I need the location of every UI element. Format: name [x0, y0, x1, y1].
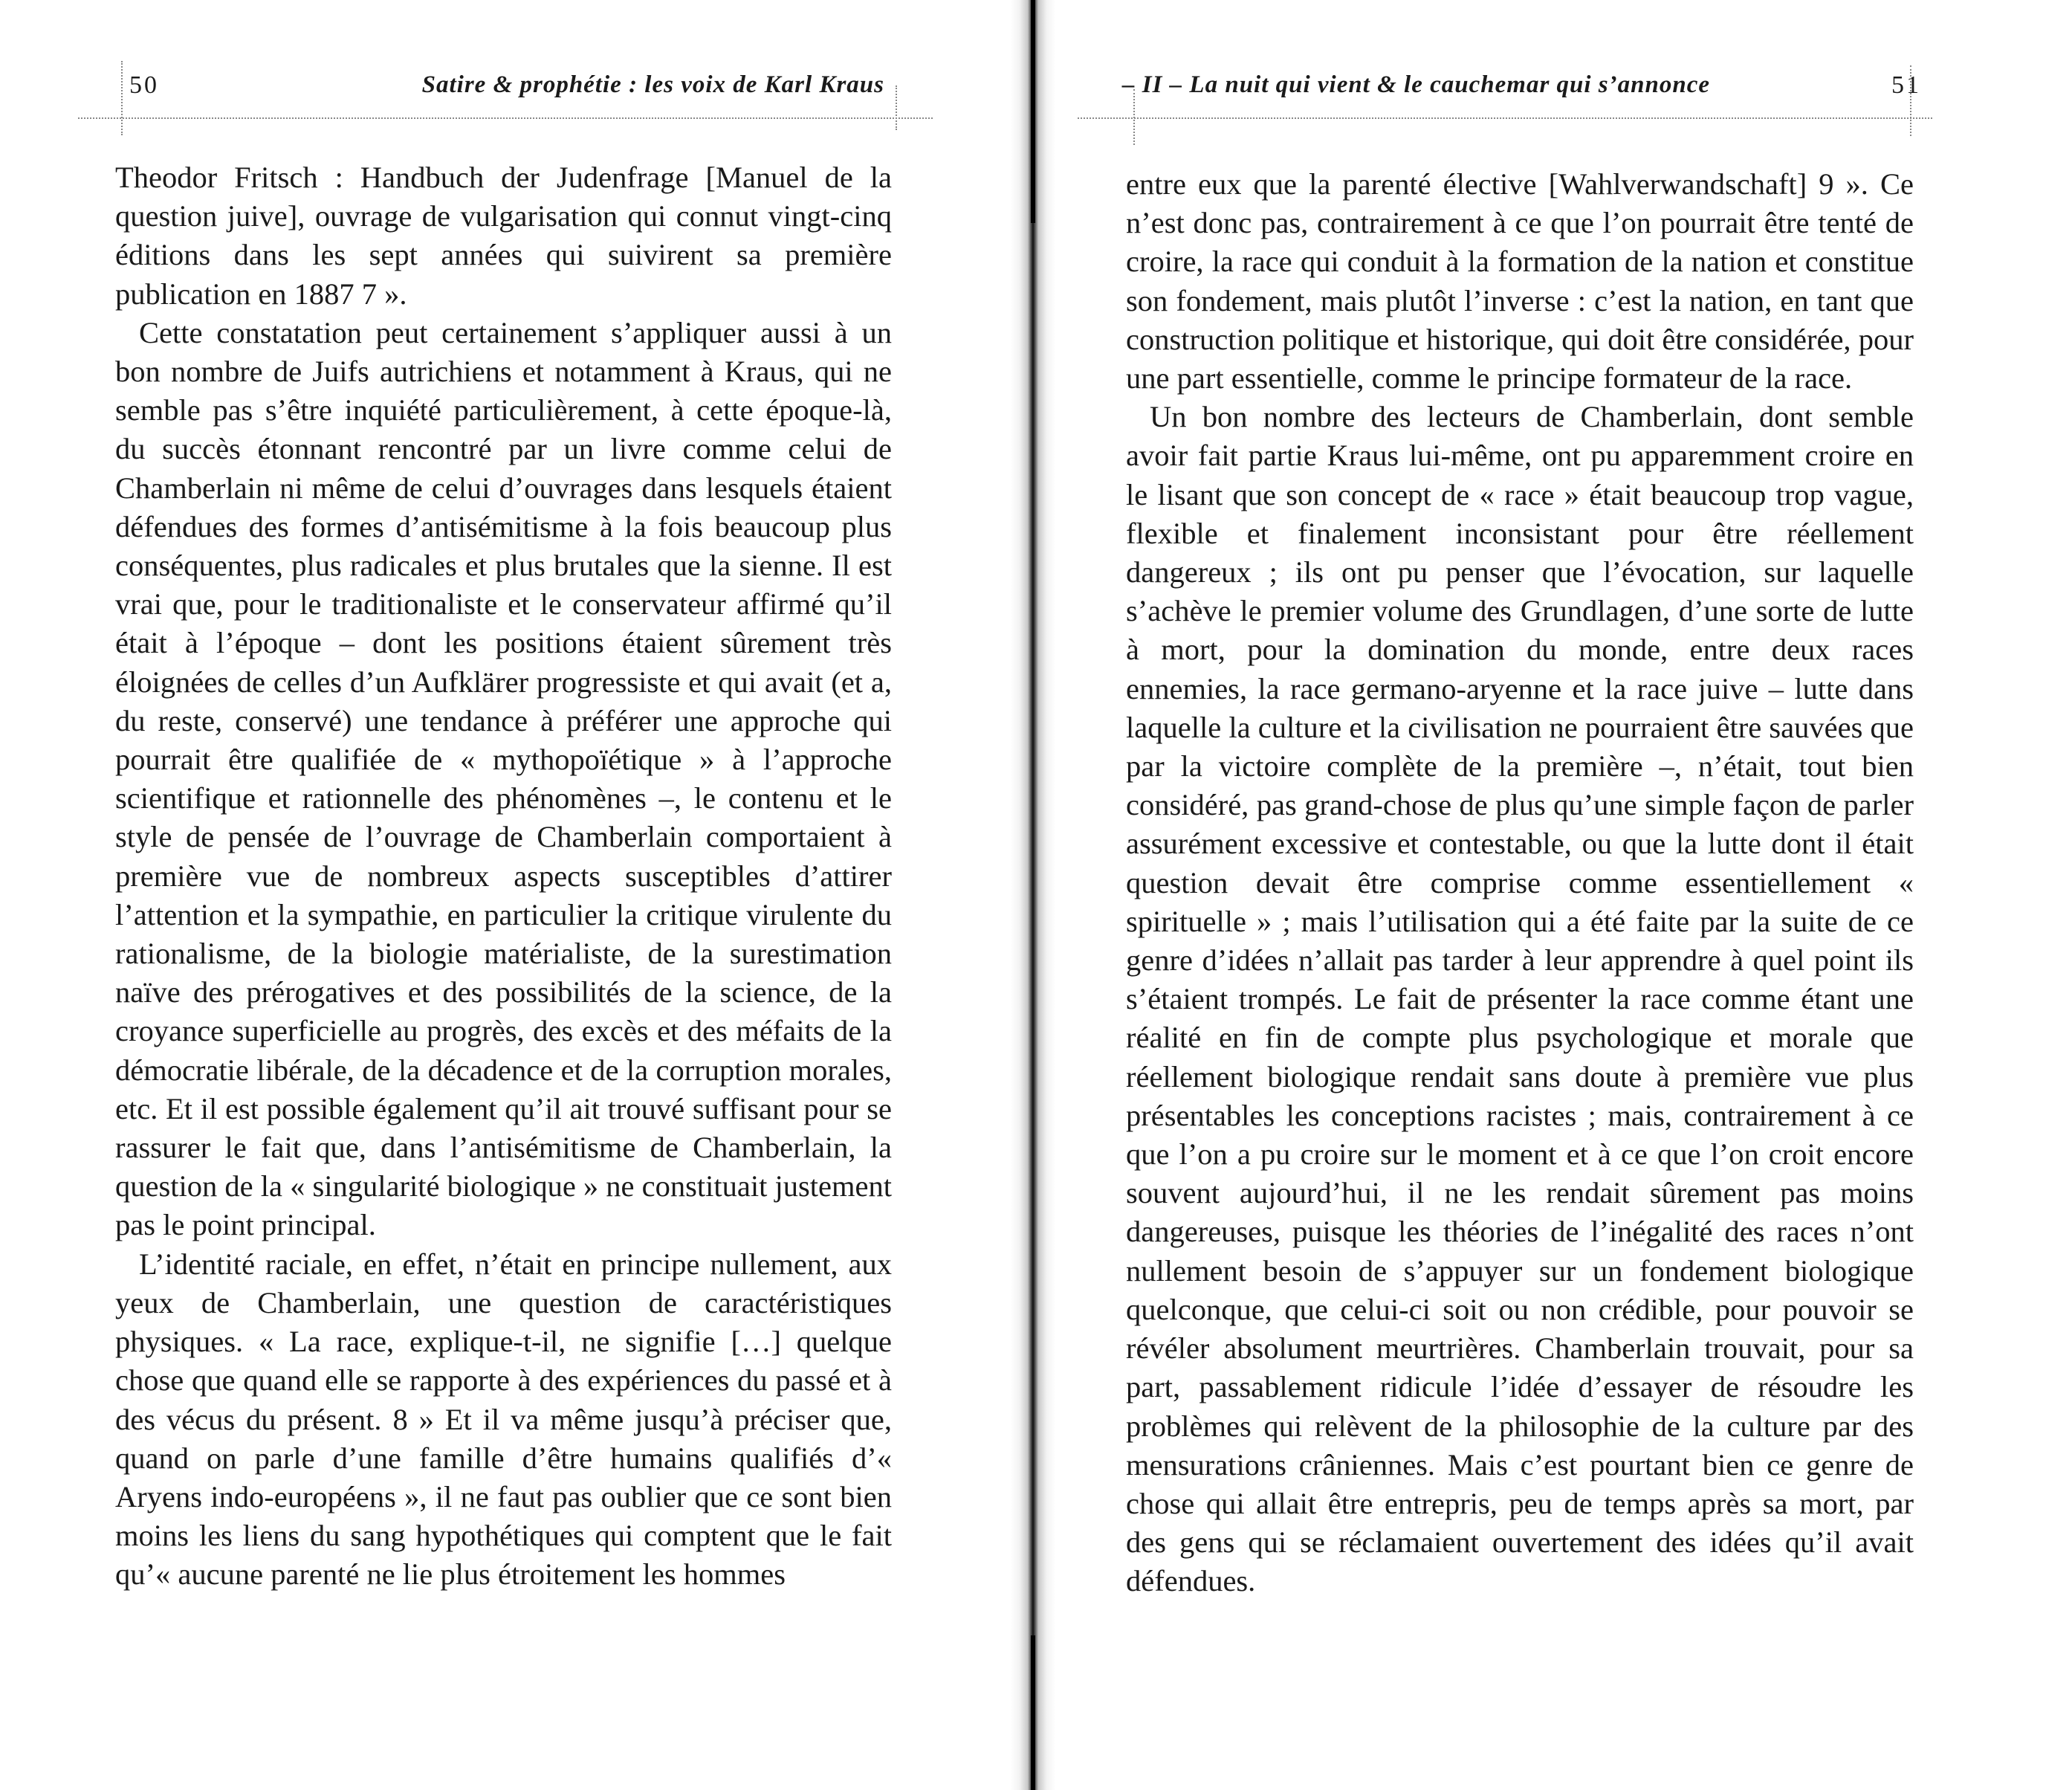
- right-body-text: [1126, 165, 1914, 1601]
- gutter-shadow: [1031, 1635, 1035, 1790]
- right-running-title: – II – La nuit qui vient & le cauchemar qui s’annonce: [1122, 71, 1710, 98]
- left-running-title: Satire & prophétie : les voix de Karl Kraus: [421, 71, 884, 98]
- right-header-rule: [1078, 117, 1932, 119]
- paragraph: Cette constatation peut certainement s’appliquer aussi à un bon nombre de Juifs autrichiens et notamment à Kraus, qui ne semble pas s’être inquiété particulièrement, à cette époque-là, du succès étonnant rencontré par un livre comme celui de Chamberlain ni même de celui d’ouvrages dans lesquels étaient défendues des formes d’antisémitisme à la fois beaucoup plus conséquentes, plus radicales et plus brutales que la sienne. Il est vrai que, pour le traditionaliste et le conservateur affirmé qu’il était à l’époque – dont les positions étaient sûrement très éloignées de celles d’un Aufklärer progressiste et qui avait (et a, du reste, conservé) une tendance à préférer une approche qui pourrait être qualifiée de « mythopoïétique » à l’approche scientifique et rationnelle des phénomènes –, le contenu et le style de pensée de l’ouvrage de Chamberlain comportaient à première vue de nombreux aspects susceptibles d’attirer l’attention et la sympathie, en particulier la critique virulente du rationalisme, de la biologie matérialiste, de la surestimation naïve des prérogatives et des possibilités de la science, de la croyance superficielle au progrès, des excès et des méfaits de la démocratie libérale, de la décadence et de la corruption morales, etc. Et il est possible également qu’il ait trouvé suffisant pour se rassurer le fait que, dans l’antisémitisme de Chamberlain, la question de la « singularité biologique » ne constituait justement pas le point principal.: [115, 315, 892, 1242]
- paragraph: entre eux que la parenté élective [Wahlverwandschaft] 9 ». Ce n’est donc pas, contrairement à ce que l’on pourrait être tenté de croire, la race qui conduit à la formation de la nation et constitue son fondement, mais plutôt l’inverse : c’est la nation, en tant que construction politique et historique, qui doit être considérée, pour une part essentielle, comme le principe formateur de la race.: [1126, 167, 1914, 395]
- paragraph: Theodor Fritsch : Handbuch der Judenfrage [Manuel de la question juive], ouvrage de vulgarisation qui connut vingt-cinq éditions dans les sept années qui suivirent sa première publication en 1887 7 ».: [115, 161, 892, 311]
- right-crop-mark: [1910, 65, 1911, 136]
- right-page-number: 51: [1891, 71, 1921, 99]
- right-page-header: [1122, 71, 1921, 116]
- left-page-header: [119, 71, 907, 116]
- left-body-text: [115, 158, 892, 1594]
- left-page: [0, 0, 1011, 1790]
- left-page-number: 50: [129, 71, 159, 99]
- left-crop-mark: [121, 61, 123, 135]
- book-gutter: [1011, 0, 1055, 1790]
- right-crop-mark: [1133, 89, 1135, 145]
- paragraph: Un bon nombre des lecteurs de Chamberlain, dont semble avoir fait partie Kraus lui-même, ont pu apparemment croire en le lisant que son concept de « race » était beaucoup trop vague, flexible et finalement inconsistant pour être réellement dangereux ; ils ont pu penser que l’évocation, sur laquelle s’achève le premier volume des Grundlagen, d’une sorte de lutte à mort, pour la domination du monde, entre deux races ennemies, la race germano-aryenne et la race juive – lutte dans laquelle la culture et la civilisation ne pourraient être sauvées que par la victoire complète de la première –, n’était, tout bien considéré, pas grand-chose de plus qu’une simple façon de parler assurément excessive et contestable, ou que la lutte dont il était question devait être comprise comme essentiellement « spirituelle » ; mais l’utilisation qui a été faite par la suite de ce genre d’idées n’allait pas tarder à leur apprendre à quel point ils s’étaient trompés. Le fait de présenter la race comme étant une réalité en fin de compte plus psychologique et morale que réellement biologique rendait sans doute à première vue plus présentables les conceptions racistes ; mais, contrairement à ce que l’on a pu croire sur le moment et à ce que l’on croit encore souvent aujourd’hui, il ne les rendait sûrement pas moins dangereuses, puisque les théories de l’inégalité des races n’ont nullement besoin de s’appuyer sur un fondement biologique quelconque, que celui-ci soit ou non crédible, pour pouvoir se révéler absolument meurtrières. Chamberlain trouvait, pour sa part, passablement ridicule l’idée d’essayer de résoudre les problèmes qui relèvent de la philosophie de la culture par des mensurations crâniennes. Mais c’est pourtant bien ce genre de chose qui allait être entrepris, peu de temps après sa mort, par des gens qui se réclamaient ouvertement des idées qu’il avait défendues.: [1126, 400, 1914, 1598]
- left-crop-mark: [896, 85, 897, 130]
- paragraph: L’identité raciale, en effet, n’était en principe nullement, aux yeux de Chamberlain, une question de caractéristiques physiques. « La race, explique-t-il, ne signifie […] quelque chose que quand elle se rapporte à des expériences du passé et à des vécus du présent. 8 » Et il va même jusqu’à préciser que, quand on parle d’une famille d’être humains qualifiés d’« Aryens indo-européens », il ne faut pas oublier que ce sont bien moins les liens du sang hypothétiques qui comptent que le fait qu’« aucune parenté ne lie plus étroitement les hommes: [115, 1247, 892, 1592]
- left-header-rule: [78, 117, 933, 119]
- right-page: [1055, 0, 2072, 1790]
- gutter-shadow: [1031, 0, 1035, 223]
